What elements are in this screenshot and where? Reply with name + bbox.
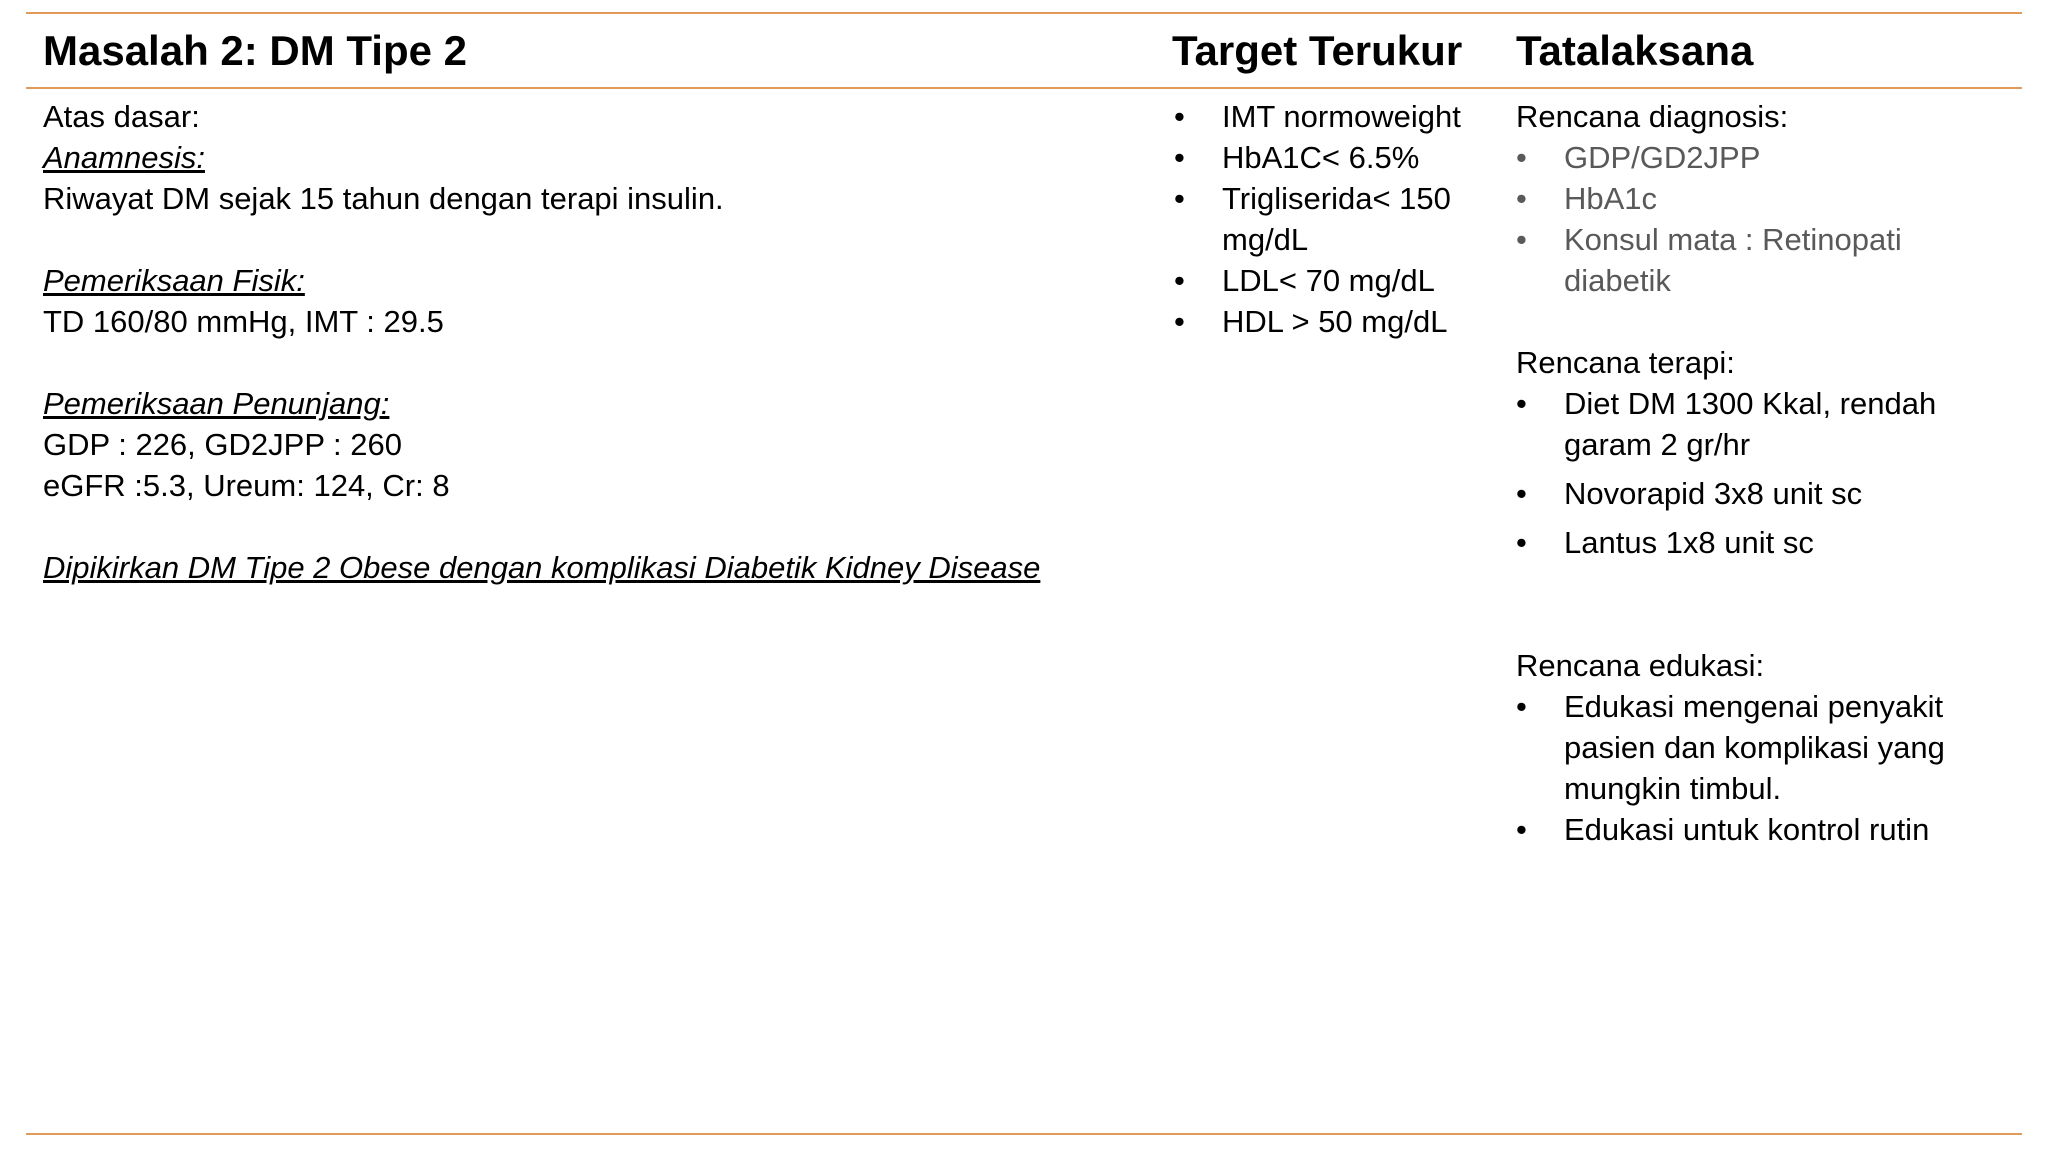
education-plan-list	[1516, 686, 1986, 850]
target-list	[1174, 96, 1494, 342]
spacer	[43, 342, 1143, 383]
target-header: Target Terukur	[1172, 27, 1463, 74]
supporting-exam-line: eGFR :5.3, Ureum: 124, Cr: 8	[43, 468, 450, 503]
target-item: • LDL< 70 mg/dL	[1174, 260, 1494, 301]
spacer	[43, 219, 1143, 260]
supporting-exam-line: GDP : 226, GD2JPP : 260	[43, 427, 402, 462]
target-item: • Trigliserida< 150 mg/dL	[1174, 178, 1494, 260]
therapy-item: • Novorapid 3x8 unit sc	[1516, 473, 1986, 514]
anamnesis-text: Riwayat DM sejak 15 tahun dengan terapi insulin.	[43, 181, 724, 216]
therapy-item: • Diet DM 1300 Kkal, rendah garam 2 gr/hr	[1516, 383, 1986, 465]
target-column	[1174, 96, 1494, 342]
header-divider	[26, 87, 2022, 89]
basis-label: Atas dasar:	[43, 99, 200, 134]
management-header: Tatalaksana	[1516, 27, 1754, 74]
spacer	[1516, 563, 1986, 604]
management-column	[1516, 96, 1986, 850]
education-item: • Edukasi mengenai penyakit pasien dan komplikasi yang mungkin timbul.	[1516, 686, 1986, 809]
supporting-exam-label: Pemeriksaan Penunjang:	[43, 386, 390, 421]
education-item: • Edukasi untuk kontrol rutin	[1516, 809, 1986, 850]
physical-exam-label: Pemeriksaan Fisik:	[43, 263, 305, 298]
diagnosis-plan-list	[1516, 137, 1986, 301]
education-plan-title: Rencana edukasi:	[1516, 648, 1765, 683]
spacer	[43, 506, 1143, 547]
target-item: • IMT normoweight	[1174, 96, 1494, 137]
conclusion-text: Dipikirkan DM Tipe 2 Obese dengan komplikasi Diabetik Kidney Disease	[43, 550, 1041, 585]
target-item: • HbA1C< 6.5%	[1174, 137, 1494, 178]
top-divider	[26, 12, 2022, 14]
diagnosis-item: • Konsul mata : Retinopati diabetik	[1516, 219, 1986, 301]
diagnosis-item: • HbA1c	[1516, 178, 1986, 219]
diagnosis-plan-title: Rencana diagnosis:	[1516, 99, 1789, 134]
spacer	[1516, 604, 1986, 645]
bottom-divider	[26, 1133, 2022, 1135]
anamnesis-label: Anamnesis:	[43, 140, 205, 175]
spacer	[1516, 301, 1986, 342]
therapy-plan-list	[1516, 383, 1986, 563]
problem-column	[43, 96, 1143, 588]
therapy-item: • Lantus 1x8 unit sc	[1516, 522, 1986, 563]
problem-header: Masalah 2: DM Tipe 2	[43, 27, 468, 74]
target-item: • HDL > 50 mg/dL	[1174, 301, 1494, 342]
therapy-plan-title: Rencana terapi:	[1516, 345, 1735, 380]
physical-exam-text: TD 160/80 mmHg, IMT : 29.5	[43, 304, 444, 339]
diagnosis-item: • GDP/GD2JPP	[1516, 137, 1986, 178]
